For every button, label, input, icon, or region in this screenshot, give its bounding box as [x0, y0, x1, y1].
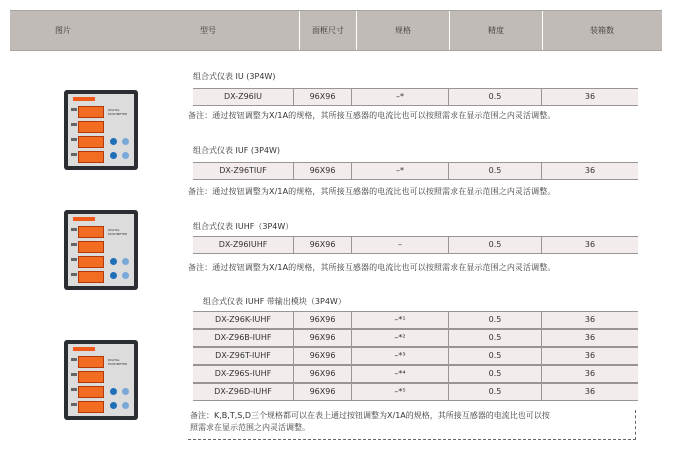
section-title: 组合式仪表 IUHF（3P4W） — [193, 222, 294, 231]
cell-size: 96X96 — [309, 92, 336, 101]
note-box — [188, 410, 636, 440]
cell-accuracy: 0.5 — [488, 333, 502, 342]
cell-pack: 36 — [584, 166, 596, 175]
note-text: 备注：通过按钮调整为X/1A的规格，其所接互感器的电流比也可以按照需求在显示范围之内灵活调整。 — [188, 263, 556, 272]
cell-spec: –* — [396, 92, 404, 101]
meter-model-label: DIGITAL MULTIMETER — [108, 108, 128, 116]
header-model: 型号 — [200, 26, 216, 35]
meter-button-icon — [110, 402, 117, 409]
meter-display — [78, 371, 104, 383]
meter-model-label: DIGITAL MULTIMETER — [108, 358, 128, 366]
table-row — [193, 236, 638, 254]
meter-image — [64, 90, 138, 170]
header-accuracy: 精度 — [488, 26, 504, 35]
cell-spec: –*³ — [394, 351, 406, 360]
cell-pack: 36 — [584, 333, 596, 342]
cell-model: DX-Z96T-IUHF — [215, 351, 271, 360]
section-title: 组合式仪表 IUHF 带输出模块（3P4W） — [203, 297, 346, 306]
table-header — [10, 10, 662, 51]
cell-accuracy: 0.5 — [488, 315, 502, 324]
meter-display — [78, 271, 104, 283]
cell-spec: –*¹ — [394, 315, 406, 324]
cell-size: 96X96 — [309, 240, 336, 249]
cell-spec: – — [398, 240, 402, 249]
meter-button-icon — [110, 258, 117, 265]
cell-pack: 36 — [584, 92, 596, 101]
meter-face — [68, 214, 134, 286]
note-line: 照需求在显示范围之内灵活调整。 — [190, 423, 310, 432]
header-image: 图片 — [55, 26, 71, 35]
cell-size: 96X96 — [309, 315, 336, 324]
meter-button-icon — [122, 258, 129, 265]
cell-spec: –*² — [394, 333, 406, 342]
cell-spec: –*⁵ — [394, 387, 406, 396]
cell-model: DX-Z96IUHF — [218, 240, 268, 249]
table-row — [193, 311, 638, 329]
cell-spec: –* — [396, 166, 404, 175]
meter-button-icon — [122, 402, 129, 409]
meter-image — [64, 210, 138, 290]
meter-display — [78, 386, 104, 398]
header-spec: 规格 — [395, 26, 411, 35]
cell-size: 96X96 — [309, 387, 336, 396]
cell-model: DX-Z96K-IUHF — [215, 315, 271, 324]
table-row — [193, 365, 638, 383]
meter-button-icon — [110, 272, 117, 279]
cell-pack: 36 — [584, 369, 596, 378]
meter-button-icon — [122, 272, 129, 279]
meter-face — [68, 344, 134, 416]
meter-brand-bar — [73, 347, 95, 351]
meter-button-icon — [122, 152, 129, 159]
meter-display — [78, 256, 104, 268]
cell-pack: 36 — [584, 387, 596, 396]
meter-button-icon — [122, 138, 129, 145]
cell-accuracy: 0.5 — [488, 351, 502, 360]
meter-display — [78, 356, 104, 368]
table-row — [193, 88, 638, 106]
meter-face — [68, 94, 134, 166]
table-row — [193, 383, 638, 401]
cell-accuracy: 0.5 — [488, 387, 502, 396]
cell-model: DX-Z96TIUF — [219, 166, 267, 175]
meter-brand-bar — [73, 217, 95, 221]
section-title: 组合式仪表 IUF (3P4W) — [193, 146, 281, 155]
cell-model: DX-Z96S-IUHF — [214, 369, 272, 378]
meter-button-icon — [110, 388, 117, 395]
cell-model: DX-Z96D-IUHF — [214, 387, 272, 396]
meter-display — [78, 136, 104, 148]
cell-accuracy: 0.5 — [488, 92, 502, 101]
cell-accuracy: 0.5 — [488, 369, 502, 378]
meter-button-icon — [110, 138, 117, 145]
table-row — [193, 329, 638, 347]
cell-accuracy: 0.5 — [488, 166, 502, 175]
header-pack: 装箱数 — [590, 26, 614, 35]
header-size: 面框尺寸 — [312, 26, 344, 35]
meter-display — [78, 226, 104, 238]
cell-size: 96X96 — [309, 333, 336, 342]
meter-display — [78, 106, 104, 118]
table-row — [193, 162, 638, 180]
note-line: 备注：K,B,T,S,D三个规格都可以在表上通过按钮调整为X/1A的规格，其所接互感器的电流比也可以按 — [190, 411, 550, 420]
note-text: 备注：通过按钮调整为X/1A的规格，其所接互感器的电流比也可以按照需求在显示范围之内灵活调整。 — [188, 187, 556, 196]
meter-brand-bar — [73, 97, 95, 101]
cell-size: 96X96 — [309, 369, 336, 378]
meter-model-label: DIGITAL MULTIMETER — [108, 228, 128, 236]
meter-button-icon — [122, 388, 129, 395]
cell-pack: 36 — [584, 315, 596, 324]
section-title: 组合式仪表 IU (3P4W) — [193, 72, 276, 81]
meter-display — [78, 121, 104, 133]
cell-model: DX-Z96IU — [223, 92, 262, 101]
meter-image — [64, 340, 138, 420]
meter-display — [78, 241, 104, 253]
cell-accuracy: 0.5 — [488, 240, 502, 249]
meter-display — [78, 151, 104, 163]
cell-size: 96X96 — [309, 166, 336, 175]
cell-model: DX-Z96B-IUHF — [214, 333, 272, 342]
meter-button-icon — [110, 152, 117, 159]
meter-display — [78, 401, 104, 413]
cell-pack: 36 — [584, 240, 596, 249]
cell-spec: –*⁴ — [394, 369, 406, 378]
note-text: 备注：通过按钮调整为X/1A的规格，其所接互感器的电流比也可以按照需求在显示范围之内灵活调整。 — [188, 111, 556, 120]
table-row — [193, 347, 638, 365]
cell-size: 96X96 — [309, 351, 336, 360]
cell-pack: 36 — [584, 351, 596, 360]
